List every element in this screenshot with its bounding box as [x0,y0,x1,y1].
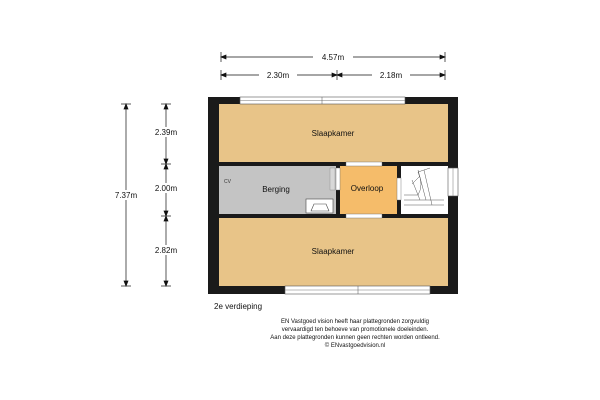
dim-total-width: 4.57m [321,53,345,62]
cv-label: CV [224,179,231,185]
door-top [346,162,382,166]
window-stairwell [448,168,458,196]
dim-top-height: 2.39m [154,128,178,137]
disclaimer-line: © ENvastgoedvision.nl [324,343,386,349]
dim-right-width: 2.18m [379,71,403,80]
room-label-landing: Overloop [350,184,384,193]
window-bottom [285,286,430,294]
dim-middle-height: 2.00m [154,184,178,193]
room-label-top-bedroom: Slaapkamer [311,129,355,138]
room-label-storage: Berging [262,185,290,194]
door-stair [397,178,401,200]
disclaimer-line: Aan deze plattegronden kunnen geen rechten worden ontleend. [270,335,440,341]
door-storage [336,168,340,190]
cv-boiler [224,179,232,185]
dim-left-width: 2.30m [266,71,290,80]
disclaimer-line: EN Vastgoed vision heeft haar plattegronden zorgvuldig [281,319,429,325]
room-label-bottom-bedroom: Slaapkamer [311,247,355,256]
storage-fixture [330,168,335,190]
floor-label: 2e verdieping [214,302,263,311]
dim-total-height: 7.37m [114,191,138,200]
window-top [240,97,405,104]
dim-bottom-height: 2.82m [154,246,178,255]
disclaimer-line: vervaardigd ten behoeve van promotionele doeleinden. [281,327,429,333]
appliance-icon [306,199,333,213]
disclaimer [205,318,505,350]
door-bottom [346,214,382,218]
